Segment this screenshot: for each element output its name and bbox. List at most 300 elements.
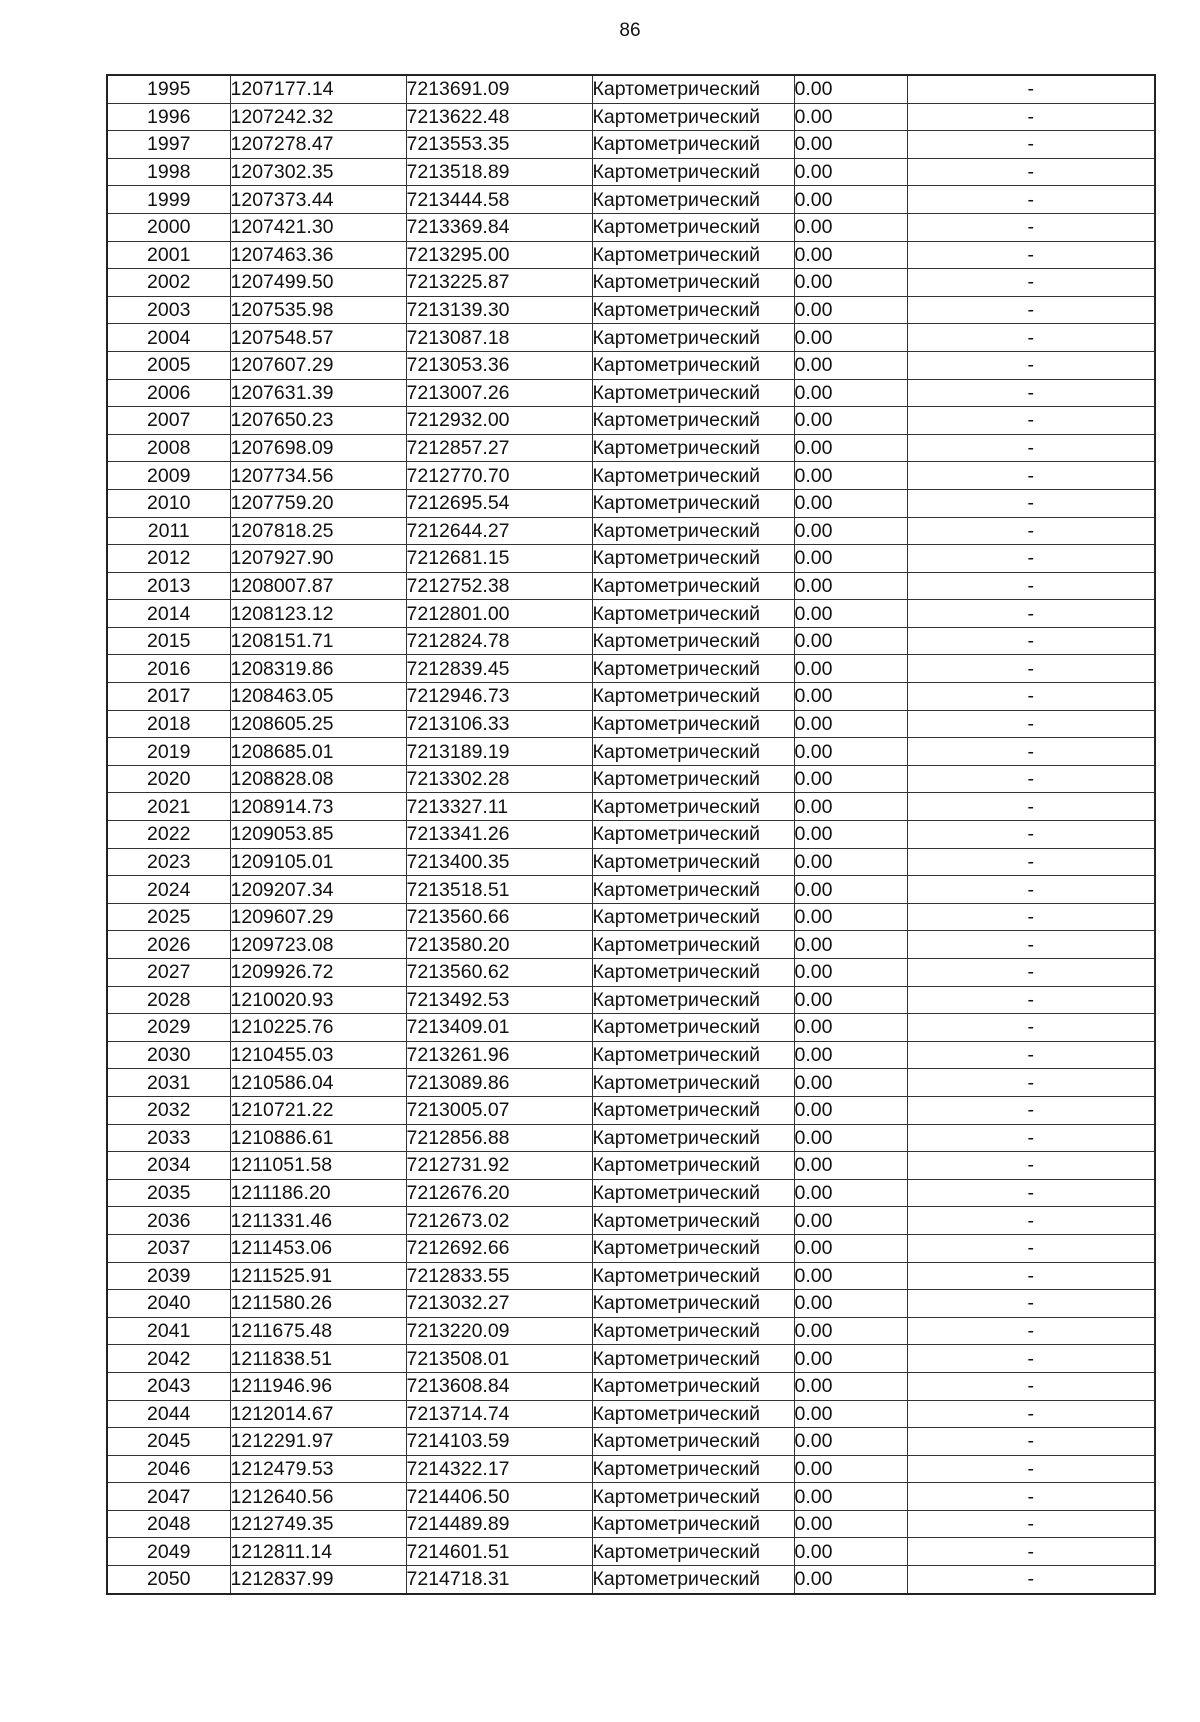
table-row [107, 1179, 1155, 1207]
x-coordinate-cell: 1211453.06 [230, 1234, 406, 1262]
x-coordinate-cell: 1208151.71 [230, 627, 406, 655]
point-number-cell: 2034 [107, 1152, 230, 1180]
point-number-cell: 2001 [107, 241, 230, 269]
method-cell: Картометрический [592, 600, 794, 628]
x-coordinate-cell: 1210721.22 [230, 1096, 406, 1124]
x-coordinate-cell: 1207927.90 [230, 545, 406, 573]
accuracy-cell: 0.00 [794, 103, 907, 131]
method-cell: Картометрический [592, 1152, 794, 1180]
x-coordinate-cell: 1210455.03 [230, 1041, 406, 1069]
x-coordinate-cell: 1210225.76 [230, 1014, 406, 1042]
accuracy-cell: 0.00 [794, 241, 907, 269]
point-number-cell: 1996 [107, 103, 230, 131]
method-cell: Картометрический [592, 683, 794, 711]
y-coordinate-cell: 7212839.45 [406, 655, 592, 683]
method-cell: Картометрический [592, 462, 794, 490]
table-row [107, 158, 1155, 186]
x-coordinate-cell: 1208463.05 [230, 683, 406, 711]
x-coordinate-cell: 1210586.04 [230, 1069, 406, 1097]
description-cell: - [907, 848, 1155, 876]
description-cell: - [907, 1345, 1155, 1373]
point-number-cell: 2009 [107, 462, 230, 490]
description-cell: - [907, 1400, 1155, 1428]
point-number-cell: 2049 [107, 1538, 230, 1566]
y-coordinate-cell: 7212695.54 [406, 489, 592, 517]
accuracy-cell: 0.00 [794, 131, 907, 159]
table-row [107, 186, 1155, 214]
point-number-cell: 2023 [107, 848, 230, 876]
method-cell: Картометрический [592, 1566, 794, 1594]
point-number-cell: 2036 [107, 1207, 230, 1235]
y-coordinate-cell: 7212752.38 [406, 572, 592, 600]
x-coordinate-cell: 1207818.25 [230, 517, 406, 545]
description-cell: - [907, 793, 1155, 821]
accuracy-cell: 0.00 [794, 1262, 907, 1290]
method-cell: Картометрический [592, 986, 794, 1014]
y-coordinate-cell: 7212676.20 [406, 1179, 592, 1207]
description-cell: - [907, 1428, 1155, 1456]
point-number-cell: 2035 [107, 1179, 230, 1207]
y-coordinate-cell: 7214322.17 [406, 1455, 592, 1483]
x-coordinate-cell: 1209053.85 [230, 821, 406, 849]
point-number-cell: 2002 [107, 269, 230, 297]
table-row [107, 1317, 1155, 1345]
point-number-cell: 2020 [107, 765, 230, 793]
table-row [107, 683, 1155, 711]
table-row [107, 1262, 1155, 1290]
description-cell: - [907, 1262, 1155, 1290]
description-cell: - [907, 407, 1155, 435]
table-row [107, 931, 1155, 959]
method-cell: Картометрический [592, 1510, 794, 1538]
description-cell: - [907, 1124, 1155, 1152]
table-row [107, 324, 1155, 352]
accuracy-cell: 0.00 [794, 213, 907, 241]
description-cell: - [907, 738, 1155, 766]
point-number-cell: 2022 [107, 821, 230, 849]
accuracy-cell: 0.00 [794, 738, 907, 766]
y-coordinate-cell: 7213444.58 [406, 186, 592, 214]
accuracy-cell: 0.00 [794, 1179, 907, 1207]
method-cell: Картометрический [592, 1041, 794, 1069]
method-cell: Картометрический [592, 434, 794, 462]
coordinates-table-body [107, 75, 1155, 1594]
point-number-cell: 2039 [107, 1262, 230, 1290]
y-coordinate-cell: 7212824.78 [406, 627, 592, 655]
table-row [107, 1538, 1155, 1566]
method-cell: Картометрический [592, 269, 794, 297]
point-number-cell: 2050 [107, 1566, 230, 1594]
point-number-cell: 2004 [107, 324, 230, 352]
x-coordinate-cell: 1211186.20 [230, 1179, 406, 1207]
method-cell: Картометрический [592, 241, 794, 269]
accuracy-cell: 0.00 [794, 158, 907, 186]
accuracy-cell: 0.00 [794, 1428, 907, 1456]
accuracy-cell: 0.00 [794, 434, 907, 462]
point-number-cell: 2046 [107, 1455, 230, 1483]
point-number-cell: 2000 [107, 213, 230, 241]
description-cell: - [907, 959, 1155, 987]
y-coordinate-cell: 7213560.66 [406, 903, 592, 931]
accuracy-cell: 0.00 [794, 1041, 907, 1069]
y-coordinate-cell: 7213261.96 [406, 1041, 592, 1069]
table-row [107, 1566, 1155, 1594]
table-row [107, 793, 1155, 821]
accuracy-cell: 0.00 [794, 1014, 907, 1042]
point-number-cell: 2008 [107, 434, 230, 462]
description-cell: - [907, 545, 1155, 573]
table-row [107, 765, 1155, 793]
method-cell: Картометрический [592, 1096, 794, 1124]
y-coordinate-cell: 7212833.55 [406, 1262, 592, 1290]
description-cell: - [907, 1234, 1155, 1262]
method-cell: Картометрический [592, 1234, 794, 1262]
description-cell: - [907, 655, 1155, 683]
y-coordinate-cell: 7213409.01 [406, 1014, 592, 1042]
y-coordinate-cell: 7213053.36 [406, 351, 592, 379]
accuracy-cell: 0.00 [794, 876, 907, 904]
x-coordinate-cell: 1207535.98 [230, 296, 406, 324]
x-coordinate-cell: 1209105.01 [230, 848, 406, 876]
point-number-cell: 2031 [107, 1069, 230, 1097]
table-row [107, 351, 1155, 379]
x-coordinate-cell: 1207278.47 [230, 131, 406, 159]
accuracy-cell: 0.00 [794, 296, 907, 324]
y-coordinate-cell: 7214406.50 [406, 1483, 592, 1511]
table-row [107, 1014, 1155, 1042]
description-cell: - [907, 213, 1155, 241]
x-coordinate-cell: 1207734.56 [230, 462, 406, 490]
accuracy-cell: 0.00 [794, 1069, 907, 1097]
accuracy-cell: 0.00 [794, 1234, 907, 1262]
accuracy-cell: 0.00 [794, 1372, 907, 1400]
table-row [107, 959, 1155, 987]
table-row [107, 1345, 1155, 1373]
point-number-cell: 2013 [107, 572, 230, 600]
y-coordinate-cell: 7214718.31 [406, 1566, 592, 1594]
method-cell: Картометрический [592, 793, 794, 821]
table-row [107, 876, 1155, 904]
accuracy-cell: 0.00 [794, 1566, 907, 1594]
y-coordinate-cell: 7214601.51 [406, 1538, 592, 1566]
method-cell: Картометрический [592, 1290, 794, 1318]
y-coordinate-cell: 7213518.51 [406, 876, 592, 904]
method-cell: Картометрический [592, 876, 794, 904]
method-cell: Картометрический [592, 1538, 794, 1566]
x-coordinate-cell: 1207373.44 [230, 186, 406, 214]
description-cell: - [907, 103, 1155, 131]
method-cell: Картометрический [592, 572, 794, 600]
x-coordinate-cell: 1207650.23 [230, 407, 406, 435]
y-coordinate-cell: 7213553.35 [406, 131, 592, 159]
description-cell: - [907, 903, 1155, 931]
method-cell: Картометрический [592, 407, 794, 435]
y-coordinate-cell: 7213492.53 [406, 986, 592, 1014]
point-number-cell: 2017 [107, 683, 230, 711]
y-coordinate-cell: 7214103.59 [406, 1428, 592, 1456]
description-cell: - [907, 1014, 1155, 1042]
y-coordinate-cell: 7212801.00 [406, 600, 592, 628]
x-coordinate-cell: 1209207.34 [230, 876, 406, 904]
x-coordinate-cell: 1211838.51 [230, 1345, 406, 1373]
point-number-cell: 2014 [107, 600, 230, 628]
x-coordinate-cell: 1207302.35 [230, 158, 406, 186]
description-cell: - [907, 1290, 1155, 1318]
point-number-cell: 2027 [107, 959, 230, 987]
y-coordinate-cell: 7213295.00 [406, 241, 592, 269]
point-number-cell: 2025 [107, 903, 230, 931]
table-row [107, 738, 1155, 766]
table-row [107, 848, 1155, 876]
accuracy-cell: 0.00 [794, 683, 907, 711]
accuracy-cell: 0.00 [794, 986, 907, 1014]
x-coordinate-cell: 1212014.67 [230, 1400, 406, 1428]
table-row [107, 75, 1155, 103]
x-coordinate-cell: 1210020.93 [230, 986, 406, 1014]
table-row [107, 1207, 1155, 1235]
accuracy-cell: 0.00 [794, 959, 907, 987]
accuracy-cell: 0.00 [794, 1152, 907, 1180]
description-cell: - [907, 600, 1155, 628]
table-row [107, 407, 1155, 435]
table-row [107, 269, 1155, 297]
x-coordinate-cell: 1207499.50 [230, 269, 406, 297]
accuracy-cell: 0.00 [794, 1538, 907, 1566]
y-coordinate-cell: 7213400.35 [406, 848, 592, 876]
description-cell: - [907, 75, 1155, 103]
x-coordinate-cell: 1207421.30 [230, 213, 406, 241]
y-coordinate-cell: 7212946.73 [406, 683, 592, 711]
point-number-cell: 2018 [107, 710, 230, 738]
description-cell: - [907, 241, 1155, 269]
x-coordinate-cell: 1207242.32 [230, 103, 406, 131]
y-coordinate-cell: 7212856.88 [406, 1124, 592, 1152]
description-cell: - [907, 821, 1155, 849]
method-cell: Картометрический [592, 821, 794, 849]
accuracy-cell: 0.00 [794, 903, 907, 931]
accuracy-cell: 0.00 [794, 821, 907, 849]
x-coordinate-cell: 1211525.91 [230, 1262, 406, 1290]
method-cell: Картометрический [592, 765, 794, 793]
table-row [107, 489, 1155, 517]
x-coordinate-cell: 1207548.57 [230, 324, 406, 352]
y-coordinate-cell: 7212932.00 [406, 407, 592, 435]
x-coordinate-cell: 1208685.01 [230, 738, 406, 766]
description-cell: - [907, 986, 1155, 1014]
accuracy-cell: 0.00 [794, 1345, 907, 1373]
table-row [107, 600, 1155, 628]
y-coordinate-cell: 7213225.87 [406, 269, 592, 297]
accuracy-cell: 0.00 [794, 1510, 907, 1538]
method-cell: Картометрический [592, 75, 794, 103]
description-cell: - [907, 931, 1155, 959]
table-row [107, 1455, 1155, 1483]
description-cell: - [907, 627, 1155, 655]
description-cell: - [907, 710, 1155, 738]
point-number-cell: 2042 [107, 1345, 230, 1373]
description-cell: - [907, 351, 1155, 379]
x-coordinate-cell: 1208007.87 [230, 572, 406, 600]
accuracy-cell: 0.00 [794, 848, 907, 876]
table-row [107, 379, 1155, 407]
y-coordinate-cell: 7213089.86 [406, 1069, 592, 1097]
table-row [107, 545, 1155, 573]
x-coordinate-cell: 1207631.39 [230, 379, 406, 407]
point-number-cell: 2043 [107, 1372, 230, 1400]
table-row [107, 241, 1155, 269]
table-row [107, 572, 1155, 600]
table-row [107, 1234, 1155, 1262]
description-cell: - [907, 131, 1155, 159]
table-row [107, 213, 1155, 241]
x-coordinate-cell: 1209607.29 [230, 903, 406, 931]
y-coordinate-cell: 7213580.20 [406, 931, 592, 959]
y-coordinate-cell: 7213302.28 [406, 765, 592, 793]
accuracy-cell: 0.00 [794, 489, 907, 517]
accuracy-cell: 0.00 [794, 931, 907, 959]
description-cell: - [907, 765, 1155, 793]
table-row [107, 1428, 1155, 1456]
point-number-cell: 2024 [107, 876, 230, 904]
point-number-cell: 2021 [107, 793, 230, 821]
x-coordinate-cell: 1207759.20 [230, 489, 406, 517]
description-cell: - [907, 1041, 1155, 1069]
x-coordinate-cell: 1212640.56 [230, 1483, 406, 1511]
y-coordinate-cell: 7212857.27 [406, 434, 592, 462]
accuracy-cell: 0.00 [794, 351, 907, 379]
description-cell: - [907, 1069, 1155, 1097]
coordinates-table [106, 74, 1156, 1595]
point-number-cell: 2047 [107, 1483, 230, 1511]
x-coordinate-cell: 1210886.61 [230, 1124, 406, 1152]
x-coordinate-cell: 1212291.97 [230, 1428, 406, 1456]
table-row [107, 296, 1155, 324]
method-cell: Картометрический [592, 1483, 794, 1511]
point-number-cell: 2040 [107, 1290, 230, 1318]
x-coordinate-cell: 1211675.48 [230, 1317, 406, 1345]
accuracy-cell: 0.00 [794, 1400, 907, 1428]
method-cell: Картометрический [592, 489, 794, 517]
accuracy-cell: 0.00 [794, 1483, 907, 1511]
x-coordinate-cell: 1212479.53 [230, 1455, 406, 1483]
point-number-cell: 2030 [107, 1041, 230, 1069]
accuracy-cell: 0.00 [794, 765, 907, 793]
y-coordinate-cell: 7213106.33 [406, 710, 592, 738]
x-coordinate-cell: 1211946.96 [230, 1372, 406, 1400]
description-cell: - [907, 572, 1155, 600]
accuracy-cell: 0.00 [794, 655, 907, 683]
description-cell: - [907, 1207, 1155, 1235]
method-cell: Картометрический [592, 379, 794, 407]
table-row [107, 627, 1155, 655]
accuracy-cell: 0.00 [794, 572, 907, 600]
x-coordinate-cell: 1209723.08 [230, 931, 406, 959]
y-coordinate-cell: 7213560.62 [406, 959, 592, 987]
method-cell: Картометрический [592, 296, 794, 324]
accuracy-cell: 0.00 [794, 186, 907, 214]
x-coordinate-cell: 1211051.58 [230, 1152, 406, 1180]
x-coordinate-cell: 1207607.29 [230, 351, 406, 379]
point-number-cell: 1999 [107, 186, 230, 214]
point-number-cell: 1998 [107, 158, 230, 186]
y-coordinate-cell: 7212692.66 [406, 1234, 592, 1262]
y-coordinate-cell: 7213369.84 [406, 213, 592, 241]
point-number-cell: 2015 [107, 627, 230, 655]
table-row [107, 986, 1155, 1014]
table-row [107, 1400, 1155, 1428]
y-coordinate-cell: 7212644.27 [406, 517, 592, 545]
point-number-cell: 1997 [107, 131, 230, 159]
description-cell: - [907, 1152, 1155, 1180]
x-coordinate-cell: 1207698.09 [230, 434, 406, 462]
table-row [107, 517, 1155, 545]
table-row [107, 1096, 1155, 1124]
accuracy-cell: 0.00 [794, 1455, 907, 1483]
method-cell: Картометрический [592, 1014, 794, 1042]
method-cell: Картометрический [592, 738, 794, 766]
accuracy-cell: 0.00 [794, 407, 907, 435]
method-cell: Картометрический [592, 627, 794, 655]
x-coordinate-cell: 1208605.25 [230, 710, 406, 738]
description-cell: - [907, 269, 1155, 297]
point-number-cell: 2033 [107, 1124, 230, 1152]
table-row [107, 710, 1155, 738]
y-coordinate-cell: 7213608.84 [406, 1372, 592, 1400]
y-coordinate-cell: 7213714.74 [406, 1400, 592, 1428]
method-cell: Картометрический [592, 1207, 794, 1235]
table-row [107, 1510, 1155, 1538]
table-row [107, 462, 1155, 490]
table-row [107, 1152, 1155, 1180]
description-cell: - [907, 296, 1155, 324]
point-number-cell: 2016 [107, 655, 230, 683]
description-cell: - [907, 379, 1155, 407]
accuracy-cell: 0.00 [794, 793, 907, 821]
y-coordinate-cell: 7214489.89 [406, 1510, 592, 1538]
y-coordinate-cell: 7212770.70 [406, 462, 592, 490]
method-cell: Картометрический [592, 1372, 794, 1400]
accuracy-cell: 0.00 [794, 75, 907, 103]
x-coordinate-cell: 1212749.35 [230, 1510, 406, 1538]
accuracy-cell: 0.00 [794, 710, 907, 738]
x-coordinate-cell: 1212811.14 [230, 1538, 406, 1566]
accuracy-cell: 0.00 [794, 1096, 907, 1124]
x-coordinate-cell: 1208914.73 [230, 793, 406, 821]
accuracy-cell: 0.00 [794, 1207, 907, 1235]
method-cell: Картометрический [592, 1455, 794, 1483]
accuracy-cell: 0.00 [794, 545, 907, 573]
description-cell: - [907, 462, 1155, 490]
method-cell: Картометрический [592, 517, 794, 545]
x-coordinate-cell: 1211580.26 [230, 1290, 406, 1318]
point-number-cell: 2041 [107, 1317, 230, 1345]
y-coordinate-cell: 7213139.30 [406, 296, 592, 324]
description-cell: - [907, 1455, 1155, 1483]
y-coordinate-cell: 7213508.01 [406, 1345, 592, 1373]
description-cell: - [907, 434, 1155, 462]
y-coordinate-cell: 7212681.15 [406, 545, 592, 573]
table-row [107, 821, 1155, 849]
accuracy-cell: 0.00 [794, 1124, 907, 1152]
method-cell: Картометрический [592, 1069, 794, 1097]
accuracy-cell: 0.00 [794, 1317, 907, 1345]
method-cell: Картометрический [592, 1179, 794, 1207]
description-cell: - [907, 324, 1155, 352]
accuracy-cell: 0.00 [794, 379, 907, 407]
description-cell: - [907, 489, 1155, 517]
table-row [107, 655, 1155, 683]
y-coordinate-cell: 7213189.19 [406, 738, 592, 766]
